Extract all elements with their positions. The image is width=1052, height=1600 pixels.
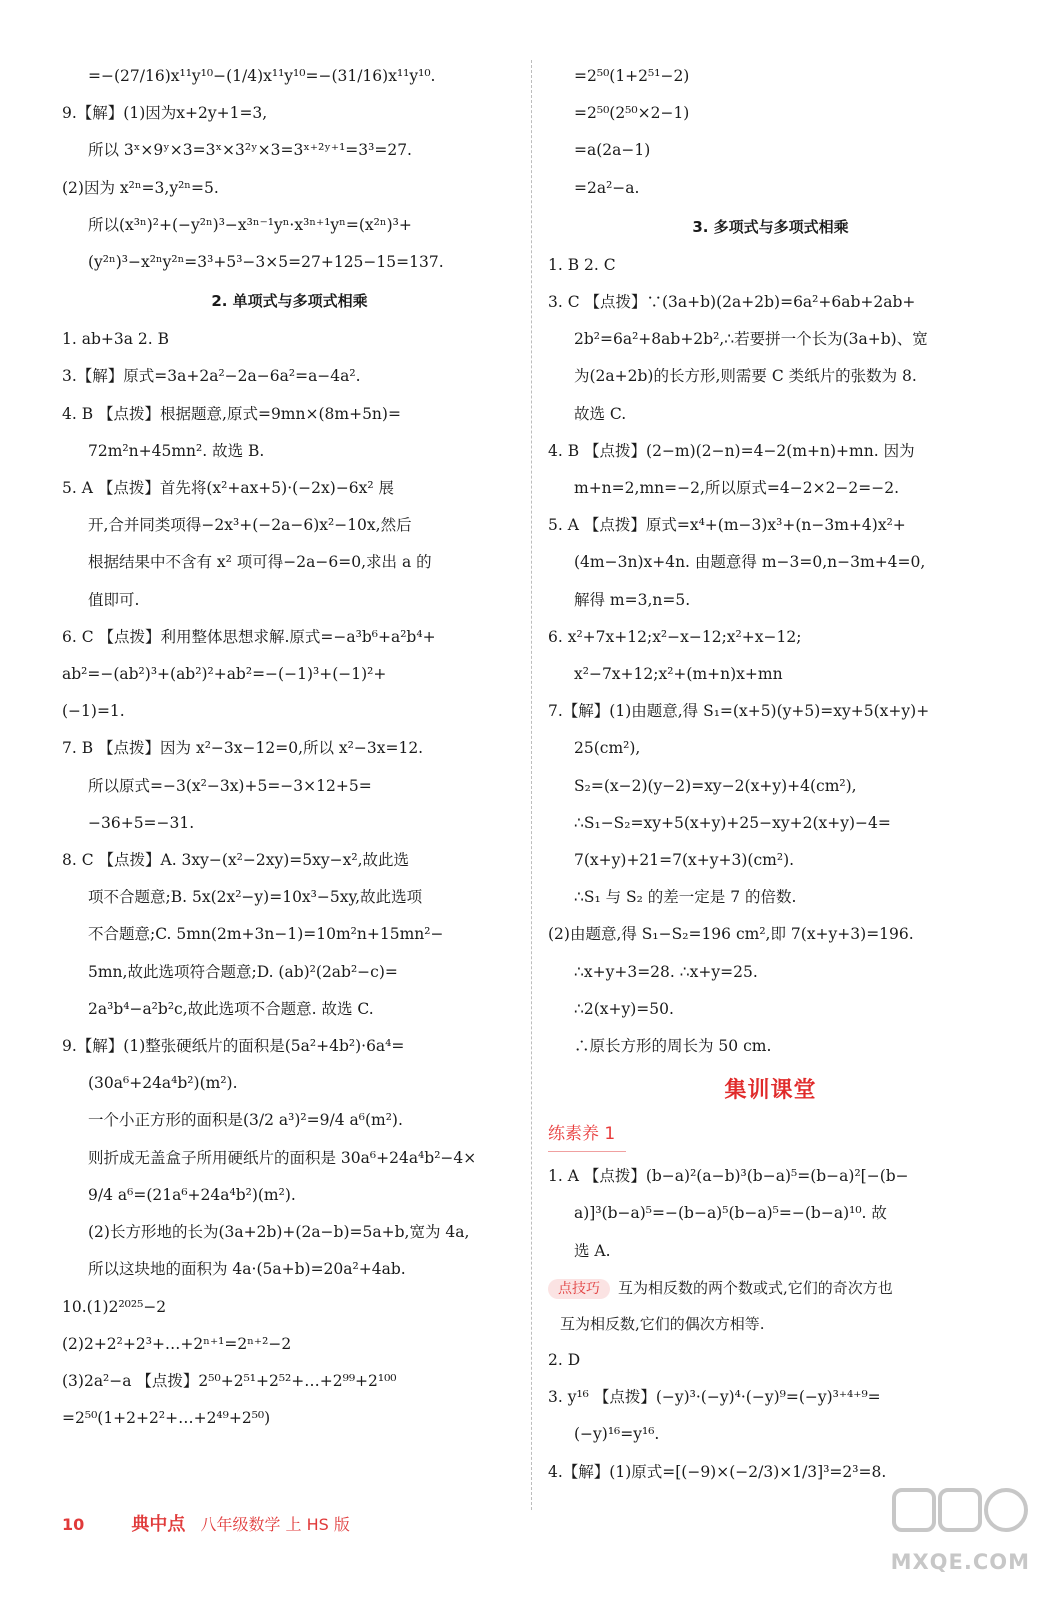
text-line: 25(cm²), [574, 739, 641, 758]
text-line: 解得 m=3,n=5. [574, 590, 691, 609]
text-line: 9.【解】(1)整张硬纸片的面积是(5a²+4b²)·6a⁴= [62, 1037, 405, 1056]
text-line: (2)2+2²+2³+…+2ⁿ⁺¹=2ⁿ⁺²−2 [62, 1334, 292, 1353]
text-line: 所以原式=−3(x²−3x)+5=−3×12+5= [88, 776, 372, 795]
text-line: 值即可. [88, 590, 140, 609]
text-line: (4m−3n)x+4n. 由题意得 m−3=0,n−3m+4=0, [574, 553, 926, 572]
text-line: 项不合题意;B. 5x(2x²−y)=10x³−5xy,故此选项 [88, 888, 423, 907]
watermark-icon [890, 1484, 1030, 1546]
text-line: m+n=2,mn=−2,所以原式=4−2×2−2=−2. [574, 479, 900, 498]
text-line: 2b²=6a²+8ab+2b²,∴若要拼一个长为(3a+b)、宽 [574, 330, 928, 349]
text-line: ∴原长方形的周长为 50 cm. [574, 1037, 772, 1056]
text-line: 9/4 a⁶=(21a⁶+24a⁴b²)(m²). [88, 1185, 296, 1204]
subsection-title: 练素养 1 [548, 1117, 626, 1152]
text-line: ∴S₁ 与 S₂ 的差一定是 7 的倍数. [574, 888, 797, 907]
text-line: 所以 3ˣ×9ʸ×3=3ˣ×3²ʸ×3=3ˣ⁺²ʸ⁺¹=3³=27. [88, 141, 412, 160]
text-line: (30a⁶+24a⁴b²)(m²). [88, 1074, 238, 1093]
section-heading: 2. 单项式与多项式相乘 [211, 292, 368, 311]
text-line: ∴S₁−S₂=xy+5(x+y)+25−xy+2(x+y)−4= [574, 813, 891, 832]
book-title: 八年级数学 上 HS 版 [200, 1515, 350, 1534]
text-line: =2⁵⁰(1+2⁵¹−2) [574, 67, 690, 85]
text-line: 根据结果中不含有 x² 项可得−2a−6=0,求出 a 的 [88, 553, 432, 572]
text-line: 2. D [548, 1350, 581, 1369]
brand-logo: 典中点 [131, 1514, 186, 1535]
right-column-end [548, 1342, 993, 1491]
page-number: 10 [62, 1515, 85, 1534]
text-line: (2)由题意,得 S₁−S₂=196 cm²,即 7(x+y+3)=196. [548, 925, 914, 944]
text-line: 7(x+y)+21=7(x+y+3)(cm²). [574, 851, 795, 870]
text-line: 3. y¹⁶ 【点拨】(−y)³·(−y)⁴·(−y)⁹=(−y)³⁺⁴⁺⁹= [548, 1388, 881, 1407]
text-line: 6. C 【点拨】利用整体思想求解.原式=−a³b⁶+a²b⁴+ [62, 627, 436, 646]
page-footer [62, 1508, 350, 1542]
text-line: 72m²n+45mn². 故选 B. [88, 441, 265, 460]
text-line: ab²=−(ab²)³+(ab²)²+ab²=−(−1)³+(−1)²+ [62, 665, 387, 684]
tip-text-1: 互为相反数的两个数或式,它们的奇次方也 [618, 1278, 893, 1297]
text-line: 1. B 2. C [548, 255, 616, 274]
text-line: (−1)=1. [62, 702, 125, 721]
tip-label: 点技巧 [548, 1279, 610, 1299]
text-line: 5. A 【点拨】原式=x⁴+(m−3)x³+(n−3m+4)x²+ [548, 516, 906, 535]
text-line: 3.【解】原式=3a+2a²−2a−6a²=a−4a². [62, 367, 361, 386]
text-line: =2a²−a. [574, 178, 640, 197]
text-line: 则折成无盖盒子所用硬纸片的面积是 30a⁶+24a⁴b²−4× [88, 1148, 477, 1167]
text-line: 4. B 【点拨】(2−m)(2−n)=4−2(m+n)+mn. 因为 [548, 441, 915, 460]
text-line: 所以这块地的面积为 4a·(5a+b)=20a²+4ab. [88, 1260, 406, 1279]
right-column-top [548, 58, 993, 1065]
right-column [548, 58, 993, 1491]
text-line: 5mn,故此选项符合题意;D. (ab)²(2ab²−c)= [88, 962, 398, 981]
section-heading: 3. 多项式与多项式相乘 [692, 217, 849, 236]
text-line: (y²ⁿ)³−x²ⁿy²ⁿ=3³+5³−3×5=27+125−15=137. [88, 253, 444, 272]
text-line: =a(2a−1) [574, 141, 651, 160]
text-line: ∴x+y+3=28. ∴x+y=25. [574, 962, 758, 981]
text-line: =2⁵⁰(2⁵⁰×2−1) [574, 104, 690, 123]
text-line: −36+5=−31. [88, 813, 195, 832]
text-line: 6. x²+7x+12;x²−x−12;x²+x−12; [548, 627, 802, 646]
text-line: ∴2(x+y)=50. [574, 999, 674, 1018]
text-line: S₂=(x−2)(y−2)=xy−2(x+y)+4(cm²), [574, 776, 857, 795]
text-line: a)]³(b−a)⁵=−(b−a)⁵(b−a)⁵=−(b−a)¹⁰. 故 [574, 1204, 887, 1223]
text-line: 故选 C. [574, 404, 627, 423]
right-column-bottom [548, 1158, 993, 1270]
section-title: 集训课堂 [724, 1078, 817, 1104]
text-line: 一个小正方形的面积是(3/2 a³)²=9/4 a⁶(m²). [88, 1111, 403, 1130]
text-line: 2a³b⁴−a²b²c,故此选项不合题意. 故选 C. [88, 999, 374, 1018]
text-line: =2⁵⁰(1+2+2²+…+2⁴⁹+2⁵⁰) [62, 1409, 271, 1428]
text-line: 9.【解】(1)因为x+2y+1=3, [62, 104, 268, 123]
text-line: (2)因为 x²ⁿ=3,y²ⁿ=5. [62, 178, 219, 197]
column-divider [531, 60, 532, 1510]
text-line: (2)长方形地的长为(3a+2b)+(2a−b)=5a+b,宽为 4a, [88, 1223, 470, 1242]
tip-line-1 [548, 1270, 993, 1306]
text-line: (−y)¹⁶=y¹⁶. [574, 1425, 660, 1444]
text-line: 3. C 【点拨】∵(3a+b)(2a+2b)=6a²+6ab+2ab+ [548, 293, 916, 312]
text-line: 10.(1)2²⁰²⁵−2 [62, 1297, 167, 1316]
text-line: 开,合并同类项得−2x³+(−2a−6)x²−10x,然后 [88, 516, 412, 535]
text-line: 1. ab+3a 2. B [62, 330, 170, 349]
text-line: 8. C 【点拨】A. 3xy−(x²−2xy)=5xy−x²,故此选 [62, 851, 410, 870]
text-line: 为(2a+2b)的长方形,则需要 C 类纸片的张数为 8. [574, 367, 917, 386]
text-line: 不合题意;C. 5mn(2m+3n−1)=10m²n+15mn²− [88, 925, 444, 944]
text-line: 4.【解】(1)原式=[(−9)×(−2/3)×1/3]³=2³=8. [548, 1462, 887, 1481]
text-line: 1. A 【点拨】(b−a)²(a−b)³(b−a)⁵=(b−a)²[−(b− [548, 1167, 909, 1186]
left-column [62, 58, 517, 1437]
text-line: 所以(x³ⁿ)²+(−y²ⁿ)³−x³ⁿ⁻¹yⁿ·x³ⁿ⁺¹yⁿ=(x²ⁿ)³+ [88, 215, 412, 234]
text-line: 7. B 【点拨】因为 x²−3x−12=0,所以 x²−3x=12. [62, 739, 424, 758]
text-line: 4. B 【点拨】根据题意,原式=9mn×(8m+5n)= [62, 404, 401, 423]
text-line: x²−7x+12;x²+(m+n)x+mn [574, 665, 783, 684]
watermark-logo [890, 1484, 1030, 1574]
text-line: 5. A 【点拨】首先将(x²+ax+5)·(−2x)−6x² 展 [62, 479, 395, 498]
watermark-text: MXQE.COM [890, 1550, 1030, 1574]
tip-line-2: 互为相反数,它们的偶次方相等. [560, 1314, 765, 1333]
text-line: 7.【解】(1)由题意,得 S₁=(x+5)(y+5)=xy+5(x+y)+ [548, 702, 930, 721]
text-line: (3)2a²−a 【点拨】2⁵⁰+2⁵¹+2⁵²+…+2⁹⁹+2¹⁰⁰ [62, 1371, 397, 1390]
text-line: 选 A. [574, 1241, 611, 1260]
text-line: =−(27/16)x¹¹y¹⁰−(1/4)x¹¹y¹⁰=−(31/16)x¹¹y¹⁰. [88, 67, 436, 85]
